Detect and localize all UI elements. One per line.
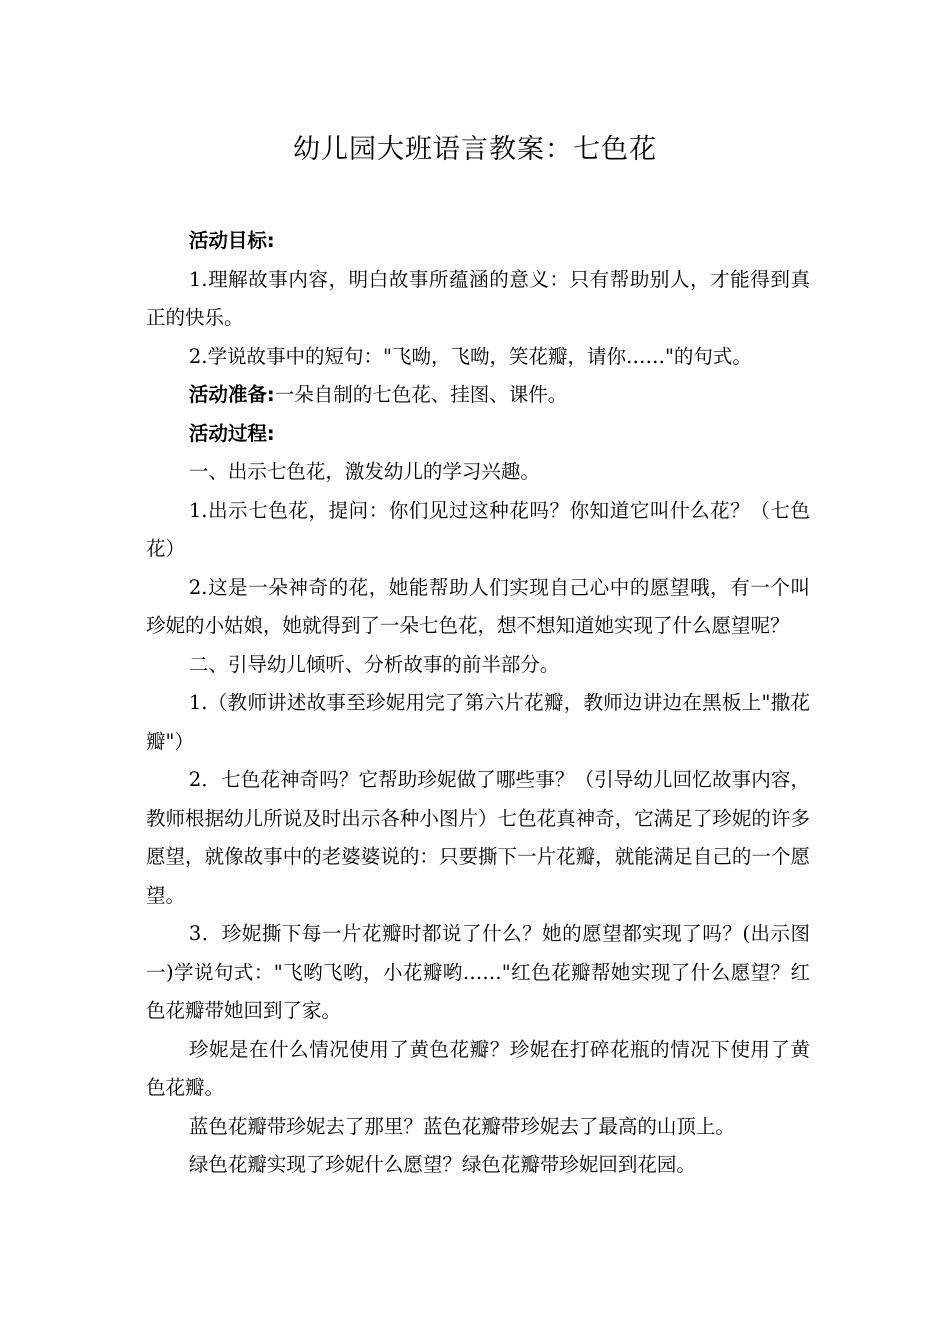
- goals-heading-text: 活动目标:: [188, 229, 275, 252]
- page-title: 幼儿园大班语言教案：七色花: [293, 134, 657, 165]
- preparation-heading: 活动准备:: [188, 383, 275, 406]
- step-2-paragraph: 二、引导幼儿倾听、分析故事的前半部分。: [188, 652, 560, 676]
- step-2-3-paragraph: 3．珍妮撕下每一片花瓣时都说了什么？她的愿望都实现了吗？(出示图一)学说句式："飞哟飞哟，小花瓣哟……"红色花瓣帮她实现了什么愿望？红色花瓣带她回到了家。: [146, 922, 810, 1022]
- step-2-1-paragraph: 1.（教师讲述故事至珍妮用完了第六片花瓣，教师边讲边在黑板上"撒花瓣"）: [146, 691, 810, 753]
- process-heading: [146, 415, 810, 454]
- process-heading-text: 活动过程:: [188, 421, 275, 445]
- preparation-paragraph: [146, 376, 810, 415]
- step-1-paragraph: 一、出示七色花，激发幼儿的学习兴趣。: [188, 460, 540, 483]
- step-2-2-paragraph: 2．七色花神奇吗？它帮助珍妮做了哪些事？（引导幼儿回忆故事内容，教师根据幼儿所说及时出示各种小图片）七色花真神奇，它满足了珍妮的许多愿望，就像故事中的老婆婆说的：只要撕下一片花瓣，就能满足自己的一个愿望。: [146, 768, 810, 907]
- step-1-2-paragraph: 2.这是一朵神奇的花，她能帮助人们实现自己心中的愿望哦，有一个叫珍妮的小姑娘，她就得到了一朵七色花，想不想知道她实现了什么愿望呢？: [146, 575, 810, 637]
- goals-heading: [146, 222, 810, 261]
- green-petal-paragraph: 绿色花瓣实现了珍妮什么愿望？绿色花瓣带珍妮回到花园。: [188, 1153, 696, 1176]
- yellow-petal-paragraph: 珍妮是在什么情况使用了黄色花瓣？珍妮在打碎花瓶的情况下使用了黄色花瓣。: [146, 1037, 810, 1099]
- goal-2-paragraph: 2.学说故事中的短句："飞呦，飞呦，笑花瓣，请你……"的句式。: [188, 344, 752, 368]
- document-body: [146, 222, 810, 1185]
- step-1-1-paragraph: 1.出示七色花，提问：你们见过这种花吗？你知道它叫什么花？（七色花）: [146, 498, 810, 560]
- goal-1-paragraph: 1.理解故事内容，明白故事所蕴涵的意义：只有帮助别人，才能得到真正的快乐。: [146, 267, 810, 329]
- blue-petal-paragraph: 蓝色花瓣带珍妮去了那里？蓝色花瓣带珍妮去了最高的山顶上。: [188, 1114, 735, 1138]
- preparation-text: 一朵自制的七色花、挂图、课件。: [274, 383, 568, 406]
